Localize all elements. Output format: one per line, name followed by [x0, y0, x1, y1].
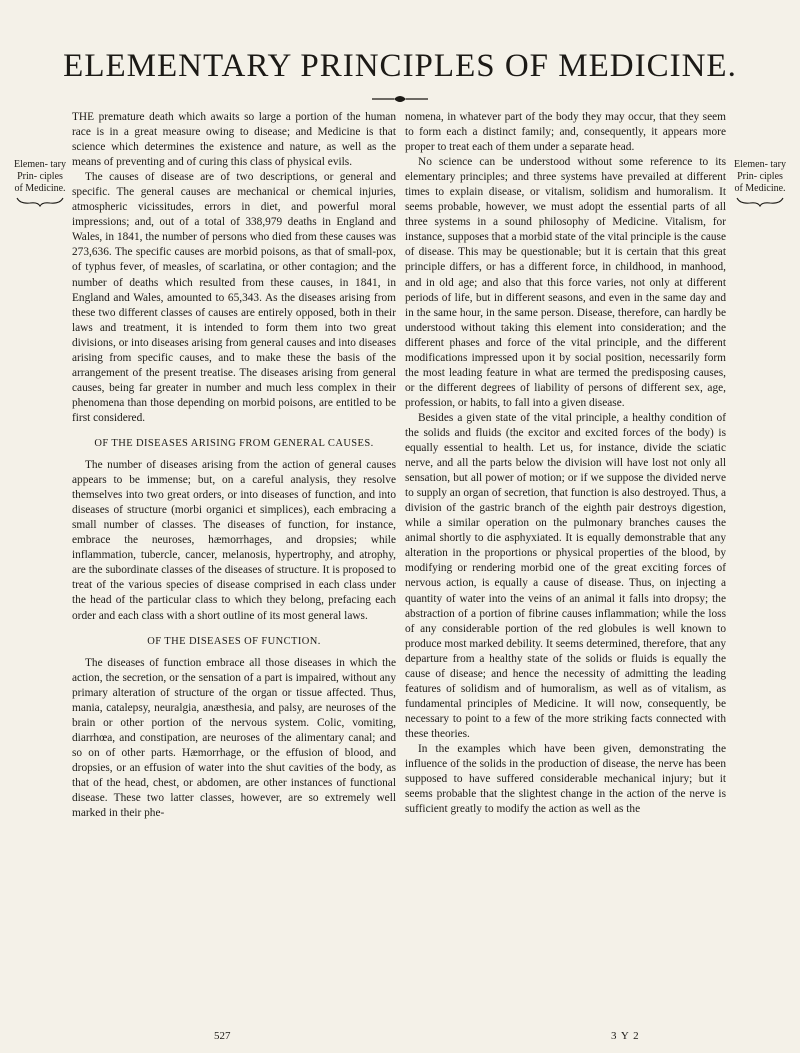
section-heading: OF THE DISEASES OF FUNCTION. — [147, 635, 321, 647]
left-column — [72, 110, 396, 821]
paragraph: Besides a given state of the vital principle, a healthy condition of the solids and fluids (the excitor and excited forces of the body) is equally essential to health. Let us, for instance, divide the sciatic nerve, and all the parts below the division will have lost not only all sensation, but all power of motion; or if we suppose the divided nerve to supply an organ of secretion, that function is also destroyed. Thus, a division of the gastric branch of the eighth pair destroys digestion, while a similar operation on the pulmonary branches causes the animal shortly to die asphyxiated. It is equally demonstrable that any alteration in the proportions or physical properties of the blood, by modifying or rendering morbid one of the great exciting forces of nervous action, is equally a cause of disease. Thus, on injecting a quantity of water into the veins of an animal it falls into dropsy; the abstraction of a portion of fibrine causes inflammation; while the loss of any considerable portion of the red globules is well known to produce most marked debility. It seems determined, therefore, that any departure from a healthy state of the solids or fluids is equally the cause of disease; and hence the necessity of admitting the leading features of solidism and of humoralism, as well as of vitalism, as fundamental principles of Medicine. It will now, consequently, be necessary to point to a few of the more striking facts connected with these theories. — [405, 411, 726, 740]
signature-mark: 3 Y 2 — [611, 1030, 640, 1042]
paragraph: THE premature death which awaits so large a portion of the human race is in a great measure owing to disease; and Medicine is that science which determines the existence and nature, as well as the means of preventing and of curing this class of physical evils. — [72, 111, 396, 169]
section-heading: OF THE DISEASES ARISING FROM GENERAL CAUSES. — [94, 437, 374, 449]
margin-note-left-text: Elemen- tary Prin- ciples of Medicine. — [14, 159, 66, 194]
margin-note-left — [14, 159, 66, 207]
paragraph: No science can be understood without some reference to its elementary principles; and three systems have prevailed at different times to explain disease, or vitalism, solidism and humoralism. It seems probable, however, we must adopt the essential parts of all three systems in a sound philosophy of Medicine. Vitalism, for instance, supposes that a morbid state of the vital principle is the cause of disease. This may be questionable; but it is certain that this great principle differs, or has a different force, in childhood, in manhood, and in old age; and also that this force varies, not only at different periods of life, but in different seasons, and even in the same day and in the same hour, in the same person. Disease, therefore, can hardly be understood without taking this element into consideration; and the different phases and force of the vital principle, and the different modifications impressed upon it by social position, necessarily form the most leading feature in what are termed the predisposing causes, or the different degrees of liability of persons of different sex, age, profession, or habits, to fall into a given disease. — [405, 156, 727, 409]
brace-icon — [736, 197, 784, 207]
page-title: ELEMENTARY PRINCIPLES OF MEDICINE. — [63, 48, 737, 84]
right-column — [405, 110, 726, 817]
margin-note-right-text: Elemen- tary Prin- ciples of Medicine. — [734, 159, 786, 194]
paragraph: The diseases of function embrace all those diseases in which the action, the secretion, or the sensation of a part is impaired, without any primary alteration of structure of the organ or tissue affected. Thus, mania, catalepsy, neuralgia, anæsthesia, and palsy, are neuroses of the brain or other portion of the nervous system. Colic, vomiting, diarrhœa, and constipation, are neuroses of the alimentary canal; and so on of other parts. Hæmorrhage, or the effusion of blood, and dropsies, or an effusion of water into the shut cavities of the body, as that of the head, chest, or abdomen, are other instances of functional disease. These two latter classes, however, are so extremely well marked in their phe- — [72, 656, 396, 820]
paragraph: In the examples which have been given, demonstrating the influence of the solids in the production of disease, the nerve has been supposed to have suffered considerable mechanical injury; but it seems probable that the slightest change in the action of the nerve is sufficient greatly to modify the action as well as the — [405, 742, 726, 816]
margin-note-right — [732, 159, 788, 207]
page-number: 527 — [214, 1030, 231, 1042]
paragraph: The causes of disease are of two descriptions, or general and specific. The general causes are mechanical or chemical injuries, atmospheric vicissitudes, errors in diet, and powerful moral impressions; and, out of a total of 338,979 deaths in England and Wales, in 1841, the number of persons who died from these causes was 273,636. The specific causes are morbid poisons, as that of small-pox, of typhus fever, of measles, of scarlatina, or other contagion; and the number of deaths which resulted from these causes, in 1841, in England and Wales, amounted to 65,343. As the diseases arising from these two different classes of causes are entirely opposed, both in their laws and treatment, it is intended to form them into two great divisions, or into diseases arising from general causes and into diseases arising from specific causes, and to make these the basis of the arrangement of the present treatise. The diseases arising from general causes, being far greater in number and much less complex in their phenomena than those depending on morbid poisons, are entitled to be first considered. — [72, 171, 396, 424]
brace-icon — [16, 197, 64, 207]
paragraph: The number of diseases arising from the action of general causes appears to be immense; but, on a careful analysis, they resolve themselves into two great orders, or into diseases of function, and into diseases of structure (morbi organici et simplices), each embracing a small number of classes. The diseases of function, for instance, embrace the neuroses, hæmorrhages, and dropsies; while inflammation, tubercle, cancer, melanosis, hypertrophy, and atrophy, are the subordinate classes of the diseases of structure. It is proposed to treat of the various species of disease comprised in each class under the head of the particular class to which they belong, prefacing each order and each class with a short outline of its most general laws. — [72, 459, 396, 622]
ornament-rule-icon — [370, 93, 430, 105]
paragraph: nomena, in whatever part of the body they may occur, that they seem to form each a distinct family; and, consequently, it appears more proper to treat each of them under a separate head. — [405, 111, 726, 154]
